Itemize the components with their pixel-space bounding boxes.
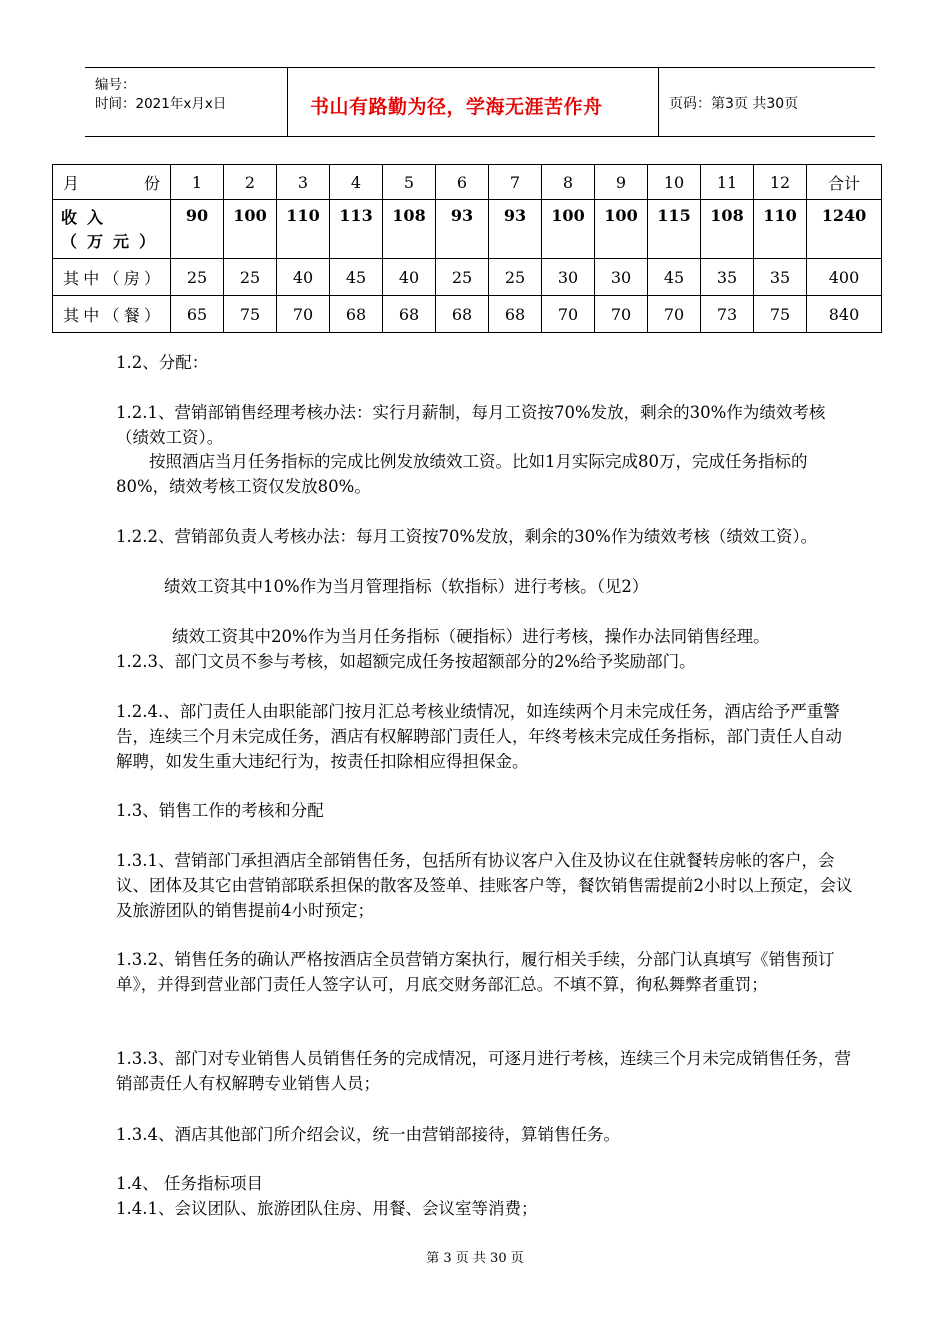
month-cell: 10 [648, 165, 701, 200]
table-cell: 75 [754, 296, 807, 333]
table-cell: 73 [701, 296, 754, 333]
table-row [53, 200, 882, 259]
month-cell: 5 [383, 165, 436, 200]
table-cell: 30 [542, 259, 595, 296]
table-cell: 70 [542, 296, 595, 333]
table-cell: 70 [595, 296, 648, 333]
table-cell: 45 [648, 259, 701, 296]
table-cell: 100 [595, 200, 648, 259]
table-cell: 93 [489, 200, 542, 259]
code-label: 编号： [95, 77, 136, 93]
table-cell: 100 [224, 200, 277, 259]
table-cell: 25 [171, 259, 224, 296]
month-header-cell: 月份 [53, 165, 171, 200]
table-cell: 93 [436, 200, 489, 259]
month-cell: 9 [595, 165, 648, 200]
paragraph: 1.3.2、销售任务的确认严格按酒店全员营销方案执行，履行相关手续，分部门认真填写《销售预订单》，并得到营业部门责任人签字认可，月底交财务部汇总。不填不算，徇私舞弊者重罚； [116, 950, 835, 994]
month-cell: 7 [489, 165, 542, 200]
month-cell: 8 [542, 165, 595, 200]
motto: 书山有路勤为径，学海无涯苦作舟 [310, 96, 603, 118]
table-cell: 65 [171, 296, 224, 333]
table-cell: 35 [754, 259, 807, 296]
total-cell: 400 [807, 259, 882, 296]
paragraph: 绩效工资其中10%作为当月管理指标（软指标）进行考核。（见2） [164, 577, 649, 596]
table-cell: 110 [277, 200, 330, 259]
month-cell: 12 [754, 165, 807, 200]
table-cell: 100 [542, 200, 595, 259]
month-cell: 4 [330, 165, 383, 200]
paragraph: 1.2.1、营销部销售经理考核办法：实行月薪制，每月工资按70%发放，剩余的30%作为绩效考核（绩效工资）。 [116, 403, 826, 447]
page-label: 页码：第3页 共30页 [669, 96, 799, 112]
table-cell: 113 [330, 200, 383, 259]
month-cell: 6 [436, 165, 489, 200]
total-header-cell: 合计 [807, 165, 882, 200]
paragraph: 1.3.4、酒店其他部门所介绍会议，统一由营销部接待，算销售任务。 [116, 1125, 620, 1144]
section-heading: 1.2、分配： [116, 353, 209, 372]
total-cell: 1240 [807, 200, 882, 259]
header-meta [85, 68, 288, 136]
table-cell: 35 [701, 259, 754, 296]
table-cell: 70 [648, 296, 701, 333]
paragraph: 绩效工资其中20%作为当月任务指标（硬指标）进行考核，操作办法同销售经理。 [172, 627, 770, 646]
table-cell: 90 [171, 200, 224, 259]
page-header [85, 67, 875, 137]
time-label: 时间：2021年x月x日 [95, 96, 227, 112]
table-cell: 115 [648, 200, 701, 259]
table-cell: 30 [595, 259, 648, 296]
table-cell: 75 [224, 296, 277, 333]
table-header-row [53, 165, 882, 200]
row-label: 其中（餐） [53, 296, 171, 333]
table-cell: 68 [383, 296, 436, 333]
table-cell: 110 [754, 200, 807, 259]
table-cell: 68 [436, 296, 489, 333]
total-cell: 840 [807, 296, 882, 333]
table-cell: 40 [383, 259, 436, 296]
month-cell: 1 [171, 165, 224, 200]
header-page-cell [659, 68, 875, 136]
section-heading: 1.3、销售工作的考核和分配 [116, 801, 324, 820]
paragraph: 1.3.1、营销部门承担酒店全部销售任务，包括所有协议客户入住及协议在住就餐转房帐的客户，会议、团体及其它由营销部联系担保的散客及签单、挂账客户等，餐饮销售需提前2小时以上预定，会议及旅游团队的销售提前4小时预定； [116, 851, 853, 920]
table-cell: 45 [330, 259, 383, 296]
revenue-table [52, 164, 882, 333]
table-cell: 40 [277, 259, 330, 296]
page-footer: 第 3 页 共 30 页 [426, 1251, 524, 1266]
month-cell: 11 [701, 165, 754, 200]
table-cell: 108 [701, 200, 754, 259]
table-row [53, 296, 882, 333]
row-label: 其中（房） [53, 259, 171, 296]
paragraph: 1.2.4.、部门责任人由职能部门按月汇总考核业绩情况，如连续两个月未完成任务，酒店给予严重警告，连续三个月未完成任务，酒店有权解聘部门责任人，年终考核未完成任务指标，部门责任人自动解聘，如发生重大违纪行为，按责任扣除相应得担保金。 [116, 702, 842, 771]
table-cell: 25 [224, 259, 277, 296]
month-cell: 2 [224, 165, 277, 200]
row-label: 收入（万元） [53, 200, 171, 259]
paragraph: 1.2.2、营销部负责人考核办法：每月工资按70%发放，剩余的30%作为绩效考核（绩效工资）。 [116, 527, 818, 546]
table-cell: 70 [277, 296, 330, 333]
table-cell: 68 [489, 296, 542, 333]
paragraph: 按照酒店当月任务指标的完成比例发放绩效工资。比如1月实际完成80万，完成任务指标的80%，绩效考核工资仅发放80%。 [116, 452, 808, 496]
table-cell: 68 [330, 296, 383, 333]
paragraph: 1.4.1、会议团队、旅游团队住房、用餐、会议室等消费； [116, 1199, 538, 1218]
table-cell: 25 [436, 259, 489, 296]
table-cell: 108 [383, 200, 436, 259]
header-motto-cell [288, 68, 659, 136]
paragraph: 1.3.3、部门对专业销售人员销售任务的完成情况，可逐月进行考核，连续三个月未完成销售任务，营销部责任人有权解聘专业销售人员； [116, 1049, 851, 1093]
table-row [53, 259, 882, 296]
section-heading: 1.4、 任务指标项目 [116, 1174, 263, 1193]
month-cell: 3 [277, 165, 330, 200]
paragraph: 1.2.3、部门文员不参与考核，如超额完成任务按超额部分的2%给予奖励部门。 [116, 652, 696, 671]
table-cell: 25 [489, 259, 542, 296]
